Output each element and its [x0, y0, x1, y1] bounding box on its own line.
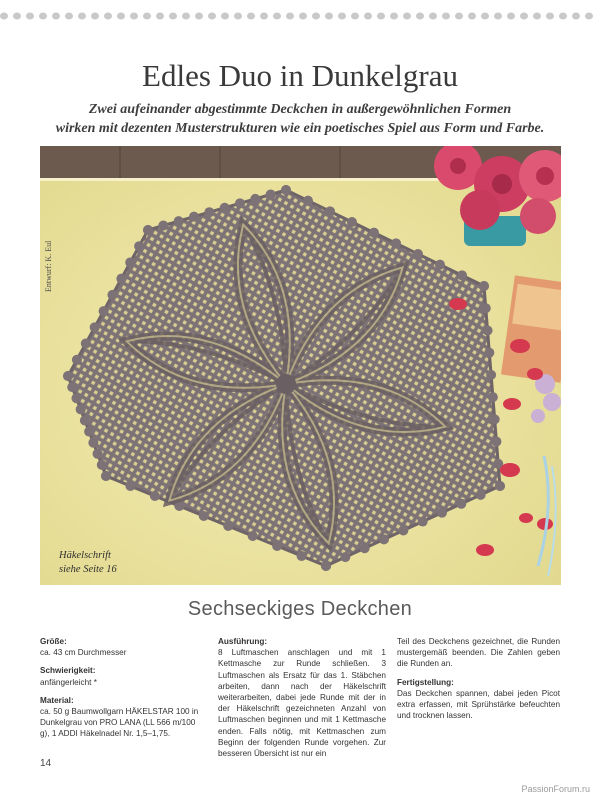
- difficulty-label: Schwierigkeit:: [40, 666, 96, 676]
- execution-label: Ausführung:: [218, 637, 268, 646]
- difficulty-value: anfängerleicht *: [40, 677, 97, 687]
- size-block: [40, 636, 200, 658]
- material-block: [40, 695, 200, 740]
- chart-reference-note: [59, 549, 169, 577]
- decorative-dot-border: [0, 10, 600, 22]
- section-title: Sechseckiges Deckchen: [187, 598, 413, 620]
- material-value: ca. 50 g Baumwollgarn HÄKELSTAR 100 in Dunkelgrau von PRO LANA (LL 566 m/100 g), 1 ADDI Häkelnadel Nr. 1,5–1,75.: [40, 707, 199, 739]
- site-watermark: PassionForum.ru: [521, 784, 590, 794]
- subtitle-line-2: wirken mit dezenten Musterstrukturen wie ein poetisches Spiel aus Form und Farbe.: [55, 121, 545, 136]
- chart-reference-line-2: siehe Seite 16: [59, 564, 117, 575]
- material-label: Material:: [40, 695, 74, 705]
- design-credit: Entwurf: K. Eul: [44, 240, 53, 292]
- execution-value: 8 Luftmaschen anschlagen und mit 1 Kettmasche zur Runde schließen. 3 Luftmaschen als Ersatz für das 1. Stäbchen arbeiten, dann nach der Häkelschrift weiterarbeiten, dabei jede Runde mit der in der Häkelschrift gezeichneten Anzahl von Luftmaschen beginnen und mit 1 Kettmasche enden. Falls nötig, mit Kettmaschen zum Beginn der folgenden Runde vorgehen. Zur besseren Übersicht ist nur ein: [218, 648, 386, 759]
- page-subtitle: [40, 100, 560, 138]
- subtitle-line-1: Zwei aufeinander abgestimmte Deckchen in außergewöhnlichen Formen: [88, 102, 512, 117]
- finishing-block: [397, 677, 560, 722]
- finishing-value: Das Deckchen spannen, dabei jeden Picot extra erfassen, mit Sprühstärke befeuchten und trocknen lassen.: [397, 688, 560, 721]
- doily-photo: [40, 146, 561, 585]
- execution-continued: Teil des Deckchens gezeichnet, die Runden mustergemäß beenden. Die Zahlen geben die Runden an.: [397, 637, 560, 669]
- details-column-1: [40, 636, 200, 747]
- difficulty-block: [40, 665, 200, 687]
- page-number: 14: [40, 758, 52, 769]
- page-title: Edles Duo in Dunkelgrau: [142, 58, 458, 93]
- finishing-label: Fertigstellung:: [397, 677, 454, 687]
- size-value: ca. 43 cm Durchmesser: [40, 648, 127, 658]
- chart-reference-line-1: Häkelschrift: [59, 550, 111, 561]
- size-label: Größe:: [40, 637, 67, 646]
- details-column-2: [218, 636, 386, 759]
- details-column-3: [397, 636, 560, 728]
